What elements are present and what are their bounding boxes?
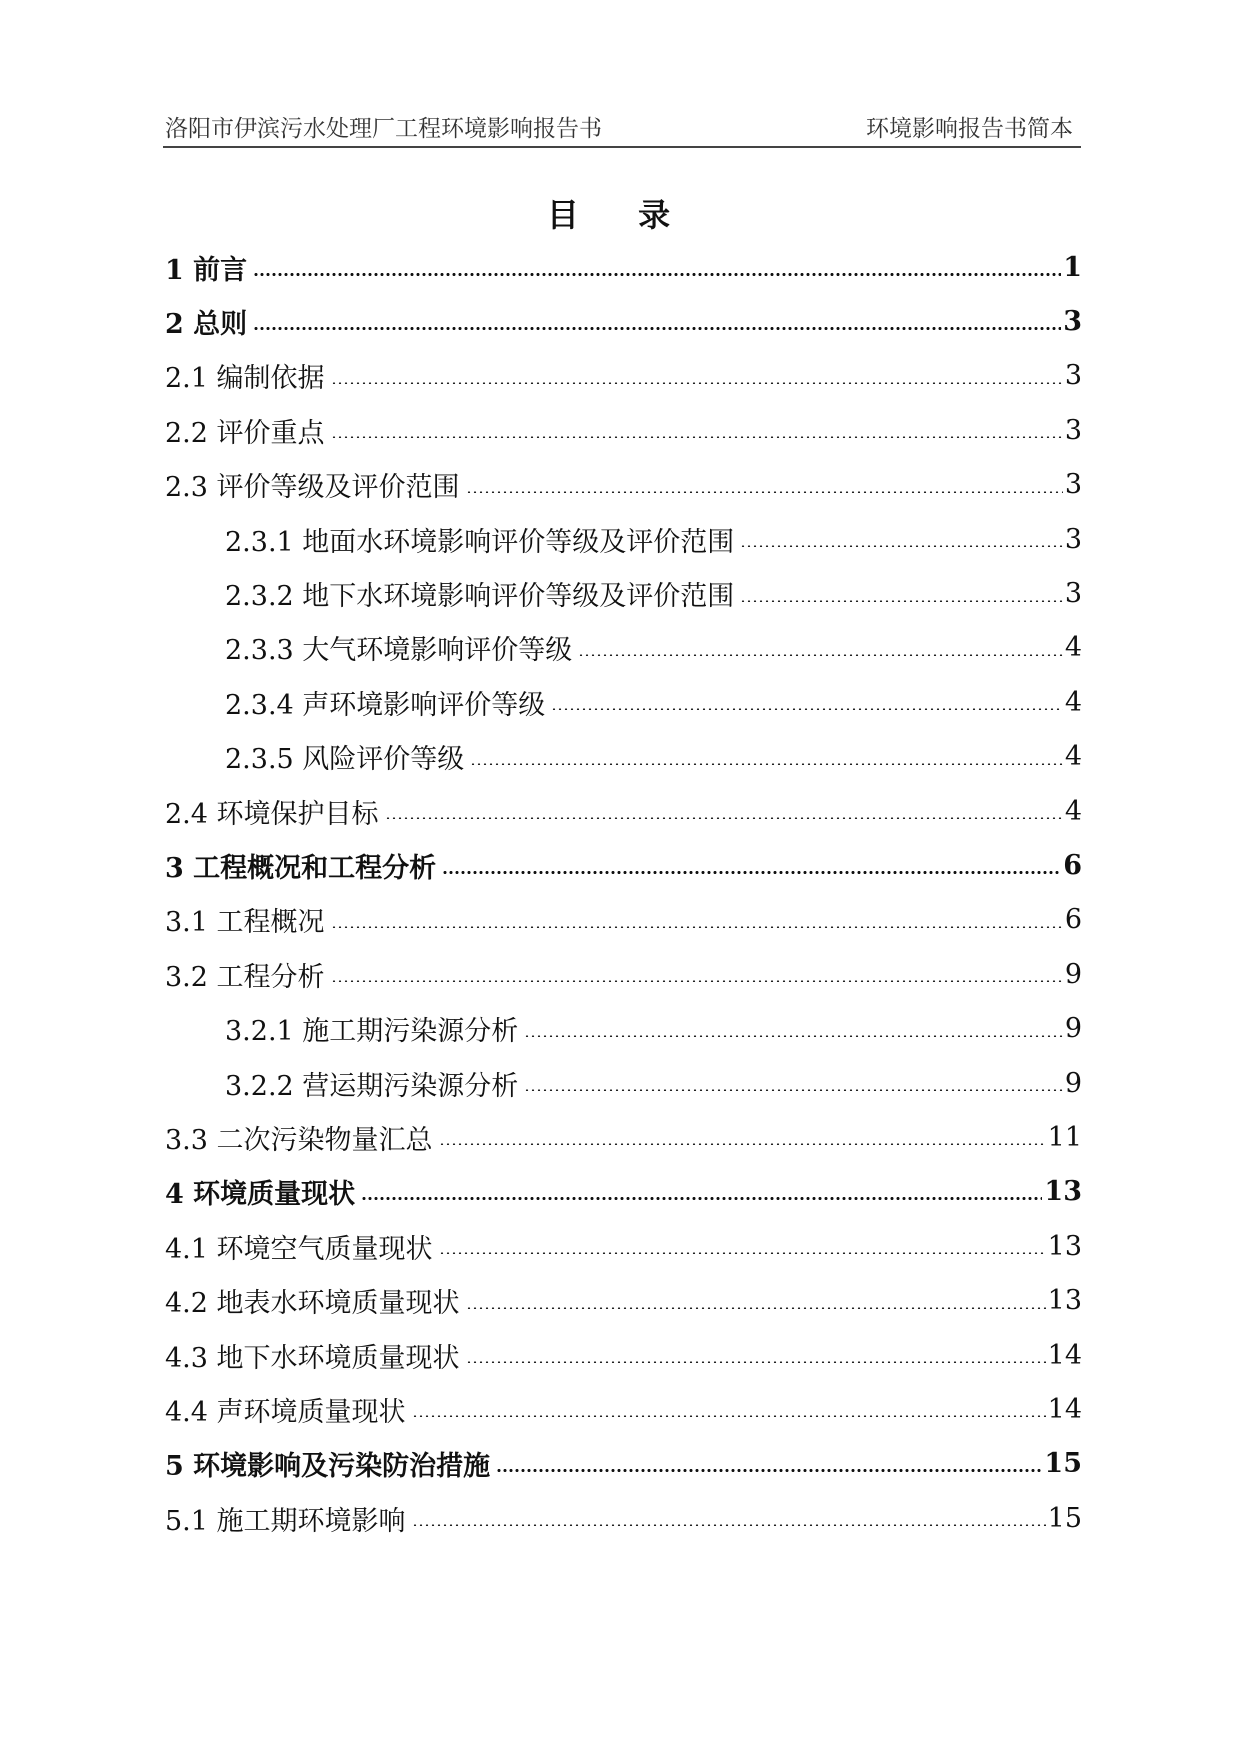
toc-entry[interactable] — [165, 1219, 1082, 1273]
toc-entry-page: 14 — [1047, 1393, 1082, 1425]
toc-entry[interactable] — [165, 1056, 1082, 1110]
toc-entry-page: 3 — [1064, 414, 1082, 446]
toc-entry-label: 3.2 工程分析 — [165, 961, 325, 993]
toc-dot-leader — [466, 491, 1063, 493]
toc-entry-label: 2.4 环境保护目标 — [165, 798, 379, 830]
toc-entry[interactable] — [165, 294, 1082, 348]
toc-dot-leader — [253, 327, 1061, 330]
toc-dot-leader — [412, 1415, 1046, 1417]
toc-entry-page: 3 — [1064, 523, 1082, 555]
toc-entry[interactable] — [165, 1165, 1082, 1219]
toc-dot-leader — [385, 817, 1063, 819]
toc-entry-label: 4.3 地下水环境质量现状 — [165, 1342, 460, 1374]
toc-entry[interactable] — [165, 621, 1082, 675]
toc-entry-label: 2.3 评价等级及评价范围 — [165, 472, 460, 504]
toc-entry[interactable] — [165, 403, 1082, 457]
toc-dot-leader — [412, 1524, 1046, 1526]
toc-entry[interactable] — [165, 947, 1082, 1001]
toc-entry[interactable] — [165, 1110, 1082, 1164]
toc-entry-page: 6 — [1063, 849, 1082, 881]
toc-entry[interactable] — [165, 730, 1082, 784]
toc-entry-label: 4 环境质量现状 — [165, 1179, 356, 1211]
toc-entry-label: 1 前言 — [165, 254, 248, 286]
toc-entry-page: 3 — [1063, 306, 1082, 338]
toc-entry-label: 2.1 编制依据 — [165, 363, 325, 395]
toc-entry-label: 3.2.1 施工期污染源分析 — [225, 1016, 519, 1048]
toc-entry-label: 2.3.4 声环境影响评价等级 — [225, 689, 546, 721]
table-of-contents — [165, 240, 1082, 1545]
toc-entry[interactable] — [165, 1491, 1082, 1545]
toc-entry[interactable] — [165, 784, 1082, 838]
toc-entry-page: 15 — [1047, 1502, 1082, 1534]
toc-entry-page: 3 — [1064, 578, 1082, 610]
toc-dot-leader — [253, 273, 1061, 276]
toc-entry[interactable] — [165, 1273, 1082, 1327]
toc-dot-leader — [551, 708, 1063, 710]
toc-entry-label: 5 环境影响及污染防治措施 — [165, 1451, 491, 1483]
toc-entry[interactable] — [165, 349, 1082, 403]
header-report-title: 洛阳市伊滨污水处理厂工程环境影响报告书 — [165, 116, 602, 142]
toc-dot-leader — [578, 654, 1063, 656]
toc-dot-leader — [442, 871, 1061, 874]
toc-entry-page: 3 — [1064, 469, 1082, 501]
toc-entry-page: 4 — [1064, 632, 1082, 664]
toc-entry-page: 4 — [1064, 795, 1082, 827]
toc-entry-label: 3.1 工程概况 — [165, 907, 325, 939]
toc-entry-label: 3 工程概况和工程分析 — [165, 852, 437, 884]
toc-entry-page: 11 — [1047, 1121, 1082, 1153]
toc-entry[interactable] — [165, 512, 1082, 566]
toc-entry-label: 4.4 声环境质量现状 — [165, 1396, 406, 1428]
toc-entry-page: 9 — [1064, 1013, 1082, 1045]
toc-entry-page: 6 — [1064, 904, 1082, 936]
toc-entry-page: 4 — [1064, 741, 1082, 773]
toc-entry-label: 5.1 施工期环境影响 — [165, 1505, 406, 1537]
toc-entry[interactable] — [165, 458, 1082, 512]
toc-entry-label: 2.3.5 风险评价等级 — [225, 744, 465, 776]
toc-entry-page: 13 — [1044, 1176, 1082, 1208]
toc-entry[interactable] — [165, 1328, 1082, 1382]
toc-entry[interactable] — [165, 1001, 1082, 1055]
toc-entry-label: 4.1 环境空气质量现状 — [165, 1233, 433, 1265]
toc-entry[interactable] — [165, 675, 1082, 729]
toc-dot-leader — [466, 1307, 1046, 1309]
toc-entry-label: 2 总则 — [165, 309, 248, 341]
toc-dot-leader — [466, 1361, 1046, 1363]
toc-entry[interactable] — [165, 566, 1082, 620]
toc-entry-page: 9 — [1064, 1067, 1082, 1099]
toc-entry-label: 2.2 评价重点 — [165, 417, 325, 449]
toc-dot-leader — [331, 382, 1063, 384]
toc-entry-page: 13 — [1047, 1230, 1082, 1262]
toc-dot-leader — [524, 1089, 1063, 1091]
toc-entry-page: 15 — [1044, 1448, 1082, 1480]
toc-entry[interactable] — [165, 1382, 1082, 1436]
page-header — [163, 102, 1081, 148]
toc-title: 目 录 — [546, 196, 695, 234]
toc-dot-leader — [470, 763, 1063, 765]
toc-entry-page: 1 — [1063, 251, 1082, 283]
toc-dot-leader — [439, 1143, 1046, 1145]
toc-dot-leader — [331, 926, 1063, 928]
toc-entry-page: 9 — [1064, 958, 1082, 990]
toc-dot-leader — [740, 600, 1063, 602]
toc-dot-leader — [361, 1197, 1042, 1200]
toc-entry-page: 3 — [1064, 360, 1082, 392]
toc-entry[interactable] — [165, 1437, 1082, 1491]
toc-entry-label: 2.3.1 地面水环境影响评价等级及评价范围 — [225, 526, 735, 558]
toc-entry-label: 4.2 地表水环境质量现状 — [165, 1288, 460, 1320]
toc-dot-leader — [439, 1252, 1046, 1254]
toc-dot-leader — [524, 1035, 1063, 1037]
toc-entry-page: 13 — [1047, 1285, 1082, 1317]
toc-dot-leader — [331, 436, 1063, 438]
toc-dot-leader — [496, 1469, 1042, 1472]
toc-entry[interactable] — [165, 240, 1082, 294]
toc-entry-page: 14 — [1047, 1339, 1082, 1371]
toc-entry-label: 2.3.2 地下水环境影响评价等级及评价范围 — [225, 581, 735, 613]
toc-dot-leader — [331, 980, 1063, 982]
toc-entry-page: 4 — [1064, 686, 1082, 718]
toc-dot-leader — [740, 545, 1063, 547]
toc-entry[interactable] — [165, 838, 1082, 892]
header-report-type: 环境影响报告书简本 — [866, 116, 1073, 142]
toc-entry-label: 3.2.2 营运期污染源分析 — [225, 1070, 519, 1102]
toc-entry-label: 2.3.3 大气环境影响评价等级 — [225, 635, 573, 667]
toc-entry-label: 3.3 二次污染物量汇总 — [165, 1124, 433, 1156]
toc-entry[interactable] — [165, 893, 1082, 947]
